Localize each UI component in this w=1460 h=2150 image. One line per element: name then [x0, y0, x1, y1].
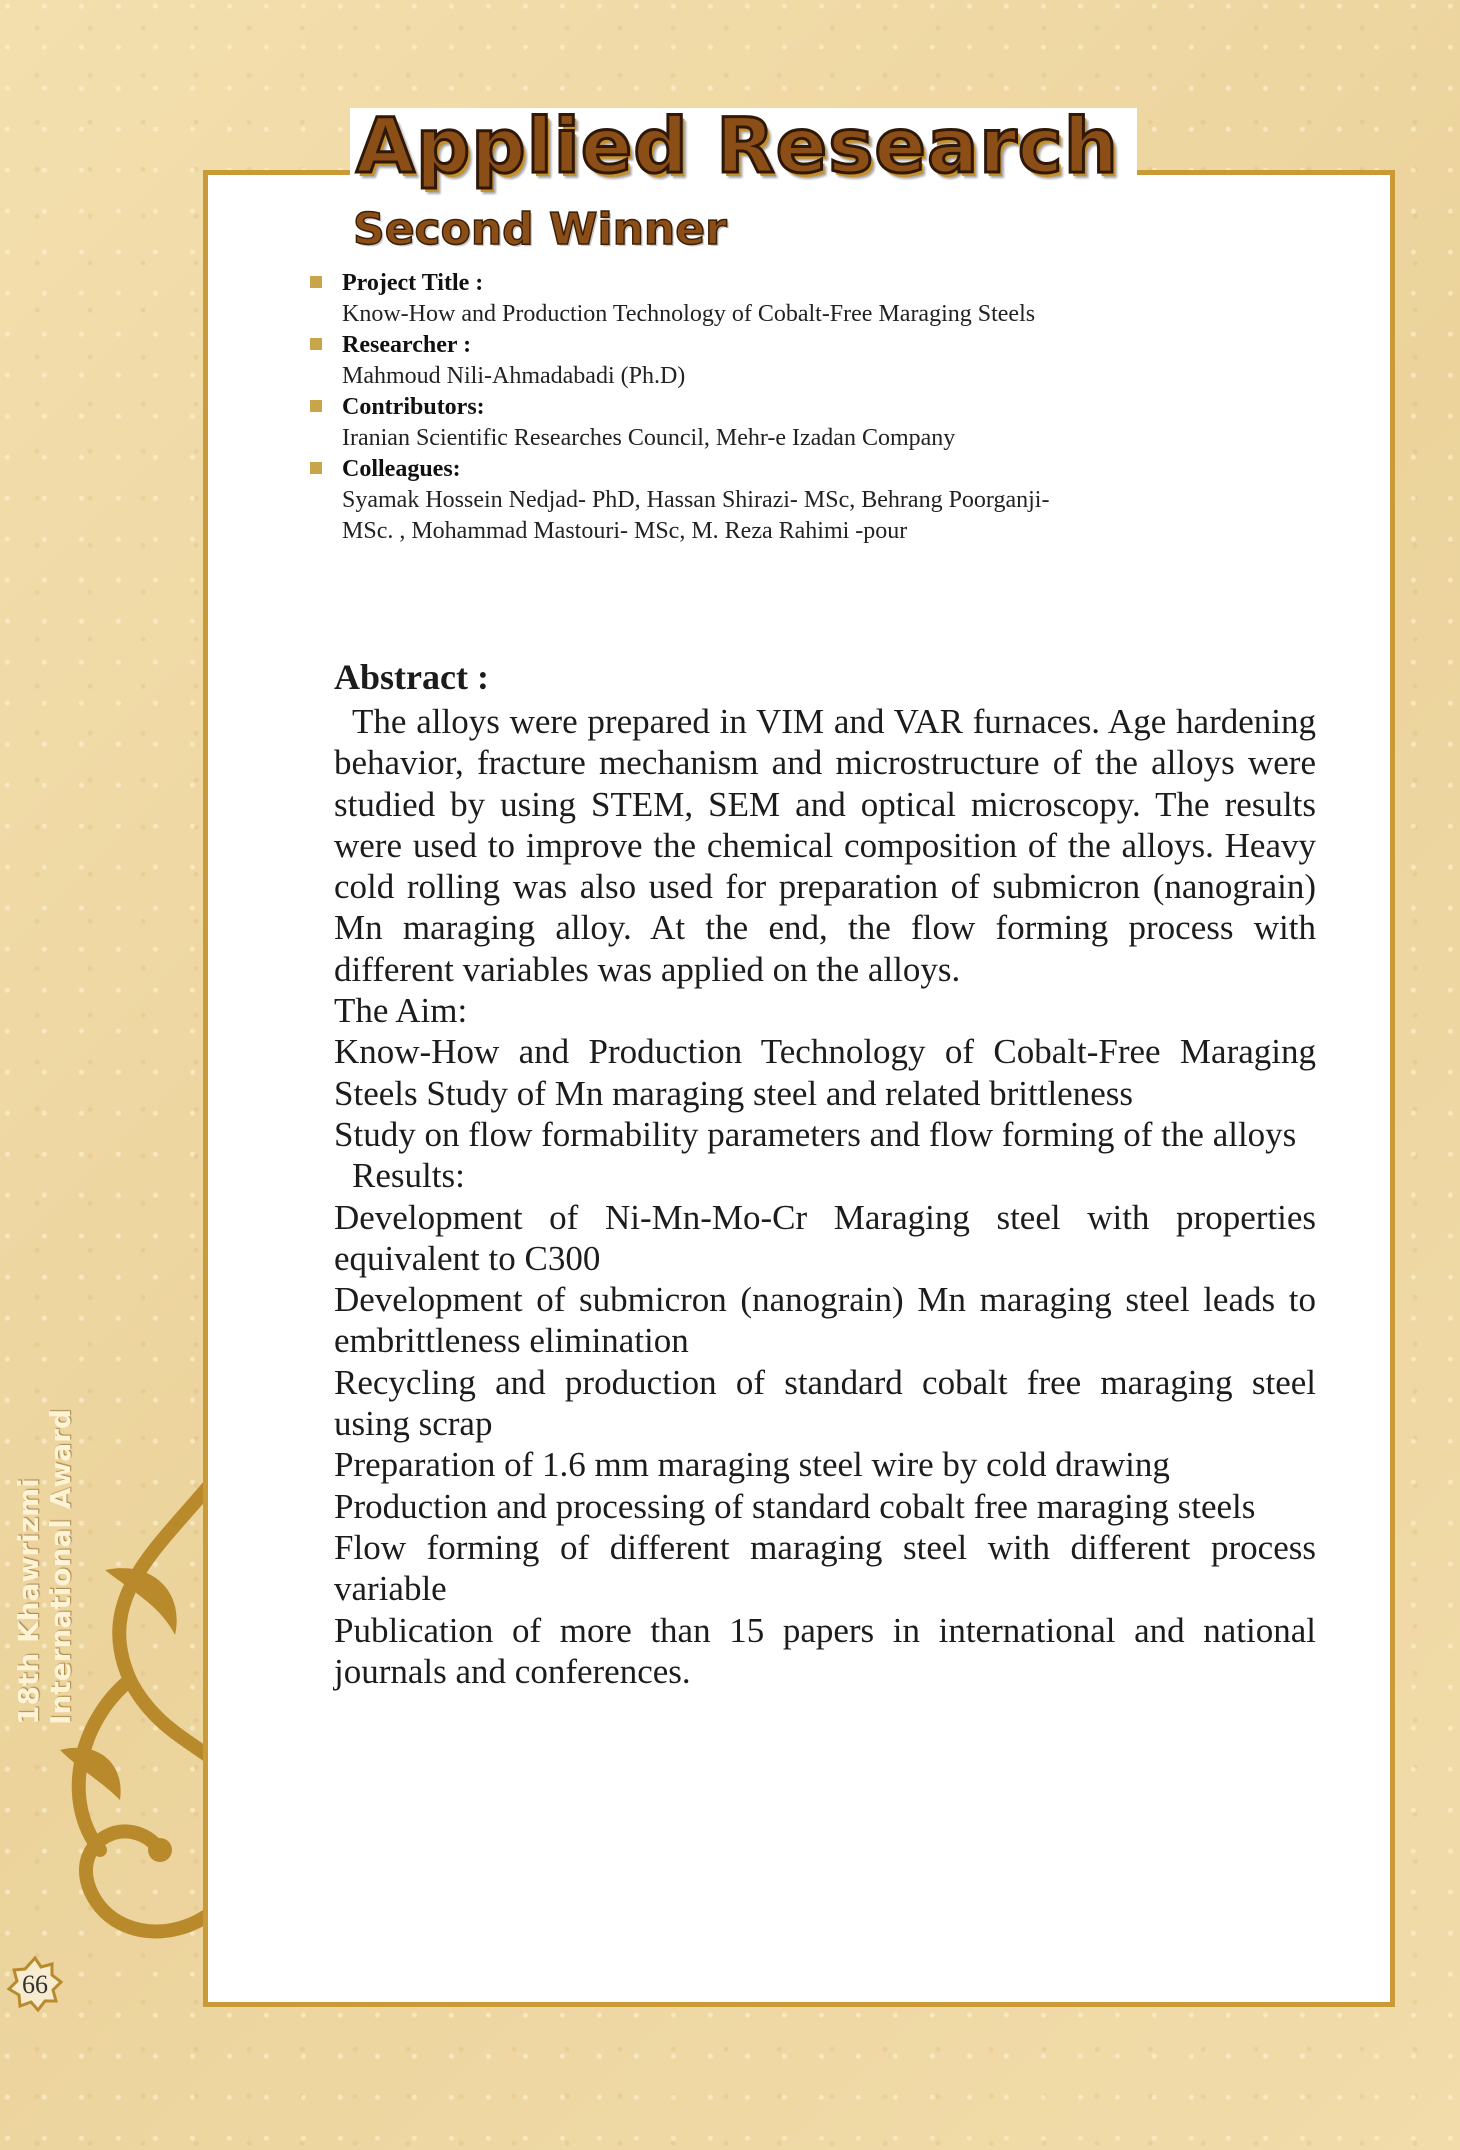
info-label: Colleagues:: [342, 456, 461, 482]
info-value: Mahmoud Nili-Ahmadabadi (Ph.D): [342, 363, 686, 389]
info-value: Know-How and Production Technology of Cobalt-Free Maraging Steels: [342, 301, 1036, 327]
info-colleagues: [310, 454, 1210, 547]
bullet-icon: [310, 400, 322, 412]
page-number: 66: [22, 1970, 48, 1999]
project-info: [310, 268, 1210, 547]
result-item: Publication of more than 15 papers in international and national journals and conferences.: [334, 1610, 1316, 1691]
page-subtitle: Second Winner: [353, 204, 727, 255]
info-value-continued: MSc. , Mohammad Mastouri- MSc, M. Reza Rahimi -pour: [342, 518, 908, 544]
bullet-icon: [310, 462, 322, 474]
info-label: Researcher :: [342, 332, 472, 358]
sidebar-line-1: 18th Khawrizmi: [12, 1478, 45, 1725]
abstract-section: [334, 655, 1316, 1692]
result-item: Development of submicron (nanograin) Mn maraging steel leads to embrittleness elimination: [334, 1280, 1316, 1361]
results-heading: Results:: [352, 1156, 465, 1196]
info-label: Project Title :: [342, 270, 484, 296]
result-item: Production and processing of standard cobalt free maraging steels: [334, 1486, 1256, 1526]
info-researcher: [310, 330, 1210, 392]
aim-item: Know-How and Production Technology of Cobalt-Free Maraging Steels Study of Mn maraging steel and related brittleness: [334, 1032, 1316, 1113]
award-sidebar-text: [4, 1385, 104, 1725]
page-title: Applied Research: [350, 108, 1137, 184]
aim-heading: The Aim:: [334, 991, 468, 1031]
result-item: Recycling and production of standard cobalt free maraging steel using scrap: [334, 1362, 1316, 1444]
bullet-icon: [310, 276, 322, 288]
sidebar-line-2: International Award: [44, 1408, 77, 1725]
info-value: Syamak Hossein Nedjad- PhD, Hassan Shirazi- MSc, Behrang Poorganji-: [342, 487, 1050, 513]
aim-item: Study on flow formability parameters and flow forming of the alloys: [334, 1114, 1297, 1154]
bullet-icon: [310, 338, 322, 350]
info-project-title: [310, 268, 1210, 330]
result-item: Preparation of 1.6 mm maraging steel wire by cold drawing: [334, 1445, 1170, 1485]
info-contributors: [310, 392, 1210, 454]
info-value: Iranian Scientific Researches Council, Mehr-e Izadan Company: [342, 425, 956, 451]
info-label: Contributors:: [342, 394, 485, 420]
abstract-heading: Abstract :: [334, 657, 489, 697]
result-item: Development of Ni-Mn-Mo-Cr Maraging steel with properties equivalent to C300: [334, 1197, 1316, 1278]
result-item: Flow forming of different maraging steel with different process variable: [334, 1527, 1316, 1609]
abstract-paragraph: The alloys were prepared in VIM and VAR furnaces. Age hardening behavior, fracture mechanism and microstructure of the alloys were studied by using STEM, SEM and optical microscopy. The results were used to improve the chemical composition of the alloys. Heavy cold rolling was also used for preparation of submicron (nanograin) Mn maraging alloy. At the end, the flow forming process with different variables was applied on the alloys.: [334, 702, 1316, 989]
